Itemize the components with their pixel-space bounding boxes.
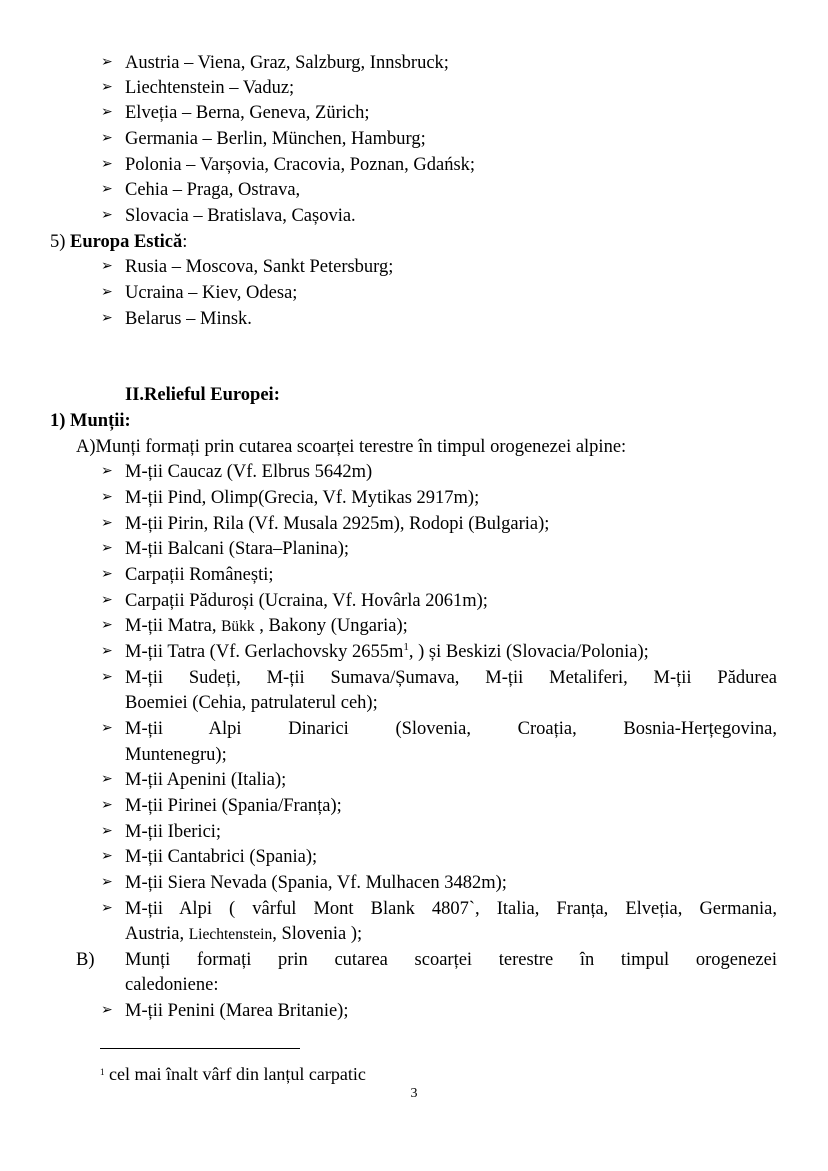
arrow-bullet-icon: ➢: [101, 824, 113, 839]
list-item: M-ții Cantabrici (Spania);: [125, 847, 318, 867]
list-item: Rusia – Moscova, Sankt Petersburg;: [125, 257, 394, 277]
list-item: Ucraina – Kiev, Odesa;: [125, 283, 298, 303]
list-item: Belarus – Minsk.: [125, 309, 252, 329]
arrow-bullet-icon: ➢: [101, 644, 113, 659]
list-item: M-ții Caucaz (Vf. Elbrus 5642m): [125, 462, 373, 482]
list-item: M-ții Pirinei (Spania/Franța);: [125, 796, 342, 816]
subsection-b-text: Munți formați prin cutarea scoarței terestre în timpul orogenezei: [125, 950, 777, 970]
list-item: M-ții Sudeți, M-ții Sumava/Șumava, M-ții Metaliferi, M-ții Pădurea: [125, 668, 777, 688]
list-item: Liechtenstein – Vaduz;: [125, 78, 295, 98]
arrow-bullet-icon: ➢: [101, 721, 113, 736]
eastern-europe-heading: [50, 230, 187, 254]
item-text: , Bakony (Ungaria);: [254, 616, 408, 636]
arrow-bullet-icon: ➢: [101, 798, 113, 813]
list-item: Cehia – Praga, Ostrava,: [125, 180, 301, 200]
item-small-text: Bükk: [221, 618, 255, 635]
footnote-text: cel mai înalt vârf din lanțul carpatic: [104, 1064, 366, 1084]
arrow-bullet-icon: ➢: [101, 618, 113, 633]
item-small-text: Liechtenstein: [188, 926, 273, 943]
list-item-continuation: [125, 922, 362, 947]
list-item: M-ții Pind, Olimp(Grecia, Vf. Mytikas 2917m);: [125, 488, 480, 508]
list-item: M-ții Iberici;: [125, 822, 222, 842]
arrow-bullet-icon: ➢: [101, 593, 113, 608]
arrow-bullet-icon: ➢: [101, 901, 113, 916]
arrow-bullet-icon: ➢: [101, 1003, 113, 1018]
list-item: Carpații Românești;: [125, 565, 274, 585]
arrow-bullet-icon: ➢: [101, 490, 113, 505]
heading-number: 5): [50, 232, 66, 252]
subsection-label: A): [76, 437, 96, 457]
footnote-separator: [100, 1048, 300, 1049]
list-item: M-ții Penini (Marea Britanie);: [125, 1001, 349, 1021]
list-item: M-ții Apenini (Italia);: [125, 770, 287, 790]
list-item: M-ții Pirin, Rila (Vf. Musala 2925m), Rodopi (Bulgaria);: [125, 514, 550, 534]
arrow-bullet-icon: ➢: [101, 182, 113, 197]
arrow-bullet-icon: ➢: [101, 516, 113, 531]
list-item: [125, 640, 649, 664]
arrow-bullet-icon: ➢: [101, 541, 113, 556]
arrow-bullet-icon: ➢: [101, 157, 113, 172]
arrow-bullet-icon: ➢: [101, 285, 113, 300]
item-text: , ) și Beskizi (Slovacia/Polonia);: [408, 642, 649, 662]
arrow-bullet-icon: ➢: [101, 208, 113, 223]
arrow-bullet-icon: ➢: [101, 567, 113, 582]
item-text: M-ții Matra,: [125, 616, 222, 636]
arrow-bullet-icon: ➢: [101, 55, 113, 70]
footnote-mark: 1: [100, 1067, 105, 1077]
footnote: [100, 1062, 366, 1086]
subsection-b-text-continuation: caledoniene:: [125, 975, 219, 995]
arrow-bullet-icon: ➢: [101, 131, 113, 146]
list-item: Slovacia – Bratislava, Cașovia.: [125, 206, 356, 226]
arrow-bullet-icon: ➢: [101, 311, 113, 326]
arrow-bullet-icon: ➢: [101, 849, 113, 864]
item-text: M-ții Tatra (Vf. Gerlachovsky 2655m: [125, 642, 404, 662]
list-item: M-ții Alpi Dinarici (Slovenia, Croația, Bosnia-Herțegovina,: [125, 719, 777, 739]
subsection-b-label: B): [76, 950, 95, 970]
arrow-bullet-icon: ➢: [101, 464, 113, 479]
item-text: Austria,: [125, 924, 189, 944]
arrow-bullet-icon: ➢: [101, 772, 113, 787]
mountains-heading: 1) Munții:: [50, 411, 131, 431]
list-item: Austria – Viena, Graz, Salzburg, Innsbruck;: [125, 53, 449, 73]
list-item: Elveția – Berna, Geneva, Zürich;: [125, 103, 370, 123]
arrow-bullet-icon: ➢: [101, 105, 113, 120]
list-item: Carpații Păduroși (Ucraina, Vf. Hovârla 2061m);: [125, 591, 488, 611]
page-number: 3: [410, 1086, 418, 1101]
subsection-a: [76, 435, 626, 459]
list-item: Germania – Berlin, München, Hamburg;: [125, 129, 426, 149]
arrow-bullet-icon: ➢: [101, 80, 113, 95]
list-item-continuation: Boemiei (Cehia, patrulaterul ceh);: [125, 693, 378, 713]
list-item-continuation: Muntenegru);: [125, 745, 227, 765]
heading-colon: :: [182, 232, 188, 252]
arrow-bullet-icon: ➢: [101, 670, 113, 685]
arrow-bullet-icon: ➢: [101, 875, 113, 890]
heading-text: Europa Estică: [70, 232, 183, 252]
arrow-bullet-icon: ➢: [101, 259, 113, 274]
item-text: , Slovenia );: [272, 924, 363, 944]
list-item: Polonia – Varșovia, Cracovia, Poznan, Gdańsk;: [125, 155, 476, 175]
section-title: II.Relieful Europei:: [125, 385, 280, 405]
subsection-text: Munți formați prin cutarea scoarței terestre în timpul orogenezei alpine:: [95, 437, 627, 457]
list-item: M-ții Alpi ( vârful Mont Blank 4807`, Italia, Franța, Elveția, Germania,: [125, 899, 777, 919]
list-item: M-ții Balcani (Stara–Planina);: [125, 539, 349, 559]
footnote-reference: 1: [403, 640, 409, 653]
list-item: M-ții Siera Nevada (Spania, Vf. Mulhacen 3482m);: [125, 873, 507, 893]
list-item: [125, 614, 408, 639]
